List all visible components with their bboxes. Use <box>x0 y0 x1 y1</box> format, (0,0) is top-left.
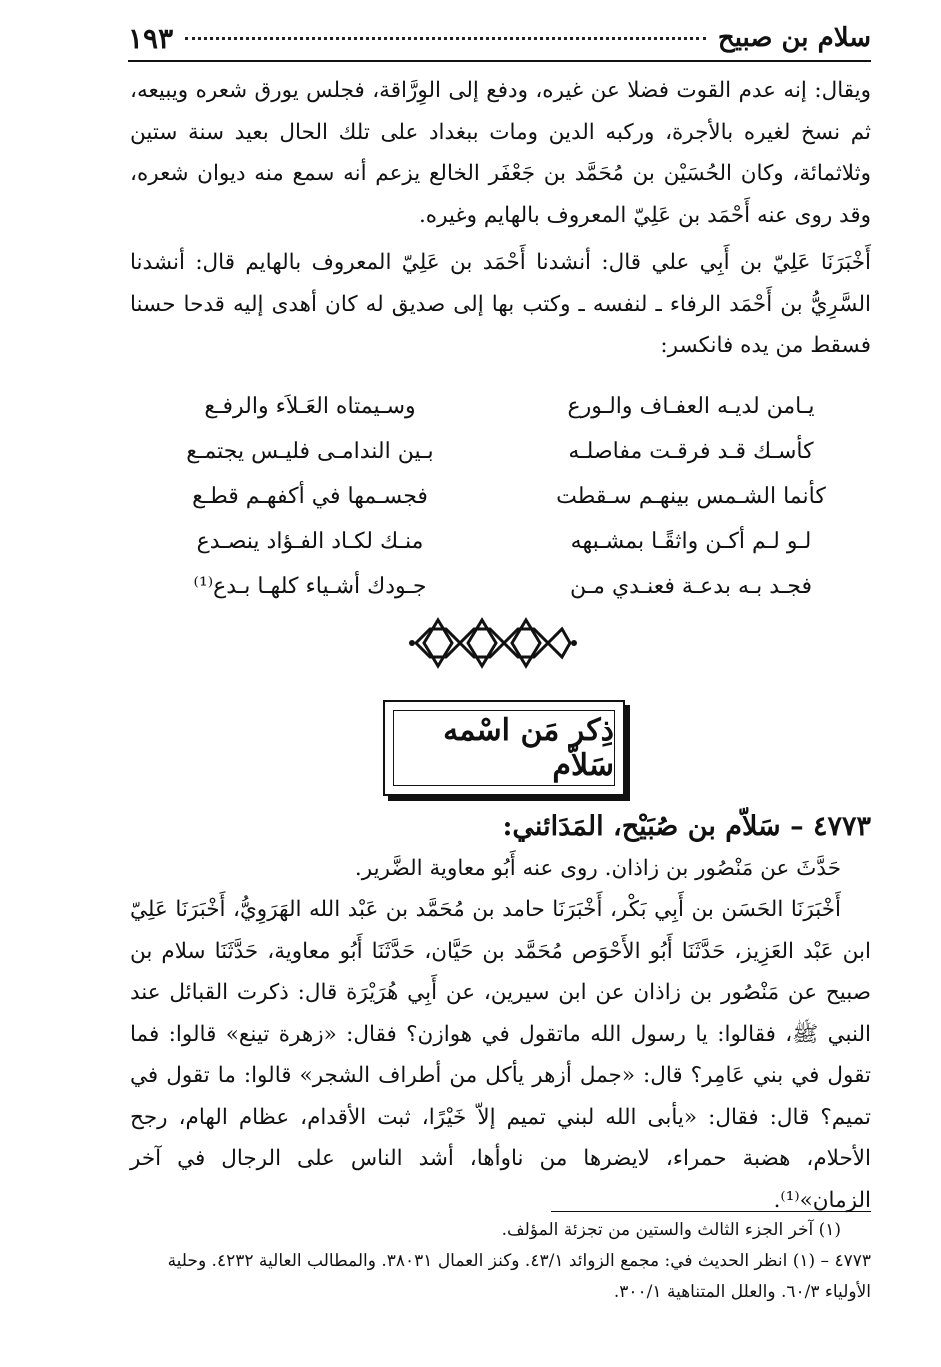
footnote-2: ٤٧٧٣ – (١) انظر الحديث في: مجمع الزوائد ٤٣/١. وكنز العمال ٣٨٠٣١. والمطالب العالية ٤٢٣٢. وحلية الأولياء ٦٠/٣. والعلل المتناهية ٣٠٠/١. <box>167 1251 871 1302</box>
decorative-ornament <box>408 612 578 674</box>
page-number: ١٩٣ <box>128 21 174 55</box>
entry-first-line: حَدَّثَ عن مَنْصُور بن زاذان. روى عنه أَبُو معاوية الضَّرير. <box>354 855 841 881</box>
poem-verse <box>150 519 851 564</box>
section-title-frame <box>383 700 625 796</box>
verse-second-hemistich: منـك لكـاد الفـؤاد ينصـدع <box>196 529 424 554</box>
running-head <box>128 16 871 62</box>
verse-first-hemistich: لـو لـم أكـن واثقًـا بمشـبهه <box>570 529 812 554</box>
section-title: ذِكر مَن اسْمه سَلاّم <box>393 710 615 786</box>
verse-second-hemistich: جـودك أشـياء كلهـا بـدع⁽¹⁾ <box>193 574 427 599</box>
footnote-1: (١) آخر الجزء الثالث والستين من تجزئة المؤلف. <box>501 1220 841 1240</box>
poem-verse <box>150 474 851 519</box>
running-head-dots <box>185 36 706 40</box>
verse-second-hemistich: وسـيمتاه العَـلاَء والرفـع <box>204 394 416 419</box>
intro-paragraph: ويقال: إنه عدم القوت فضلا عن غيره، ودفع إلى الوِرَّاقة، فجلس يورق شعره ويبيعه، ثم نسخ لغيره بالأجرة، وركبه الدين ومات ببغداد على تلك الحال بعيد سنة ستين وثلاثمائة، وكان الحُسَيْن بن مُحَمَّد بن جَعْفَر الخالع يزعم أنه سمع منه ديوان شعره، وقد روى عنه أَحْمَد بن عَلِيّ المعروف بالهايم وغيره. <box>130 78 871 228</box>
running-head-title: سلام بن صبيح <box>717 23 871 53</box>
entry-heading: ٤٧٧٣ – سَلاّم بن صُبَيْح، المَدَائني: <box>502 811 871 842</box>
verse-second-hemistich: بـين الندامـى فليـس يجتمـع <box>186 439 434 464</box>
verse-first-hemistich: يـامن لديـه العفـاف والـورع <box>567 394 815 419</box>
isnad-paragraph: أَخْبَرَنَا عَلِيّ بن أَبِي علي قال: أنشدنا أَحْمَد بن عَلِيّ المعروف بالهايم قال: أنشدنا السَّرِيُّ بن أَحْمَد الرفاء ـ لنفسه ـ وكتب بها إلى صديق له كان أهدى إليه قدحا حسنا فسقط من يده فانكسر: <box>130 250 871 358</box>
entry-body: أَخْبَرَنَا الحَسَن بن أَبِي بَكْر، أَخْبَرَنَا حامد بن مُحَمَّد بن عَبْد الله الهَرَوِيُّ، أَخْبَرَنَا عَلِيّ ابن عَبْد العَزِيز، حَدَّثَنَا أَبُو الأَحْوَص مُحَمَّد بن حَيَّان، حَدَّثَنَا أَبُو معاوية، حَدَّثَنَا سلام بن صبيح عن مَنْصُور بن زاذان عن ابن سيرين، عن أَبِي هُرَيْرَة قال: ذكرت القبائل عند النبي ﷺ، فقالوا: يا رسول الله ماتقول في هوازن؟ فقال: «زهرة تينع» قالوا: فما تقول في بني عَامِر؟ قال: «جمل أزهر يأكل من أطراف الشجر» قالوا: ما تقول في تميم؟ قال: فقال: «يأبى الله لبني تميم إلاّ خَيْرًا، ثبت الأقدام، عظام الهام، رجح الأحلام، هضبة حمراء، لايضرها من ناوأها، أشد الناس على الرجال في آخر الزمان»⁽¹⁾. <box>130 897 872 1213</box>
intro-block <box>130 70 871 367</box>
poem-verse <box>150 384 851 429</box>
verse-first-hemistich: كأسـك قـد فرقـت مفاصلـه <box>568 439 814 464</box>
verse-first-hemistich: فجـد بـه بدعـة فعنـدي مـن <box>569 574 813 599</box>
footnote-divider <box>551 1211 871 1212</box>
verse-first-hemistich: كأنما الشـمس بينهـم سـقطت <box>556 484 826 509</box>
poem-verse <box>150 564 851 609</box>
verse-second-hemistich: فجسـمها في أكفهـم قطـع <box>192 484 428 509</box>
poem-verse <box>150 429 851 474</box>
footnotes <box>130 1215 871 1308</box>
poem <box>150 384 851 609</box>
biography-entry <box>130 806 871 1221</box>
